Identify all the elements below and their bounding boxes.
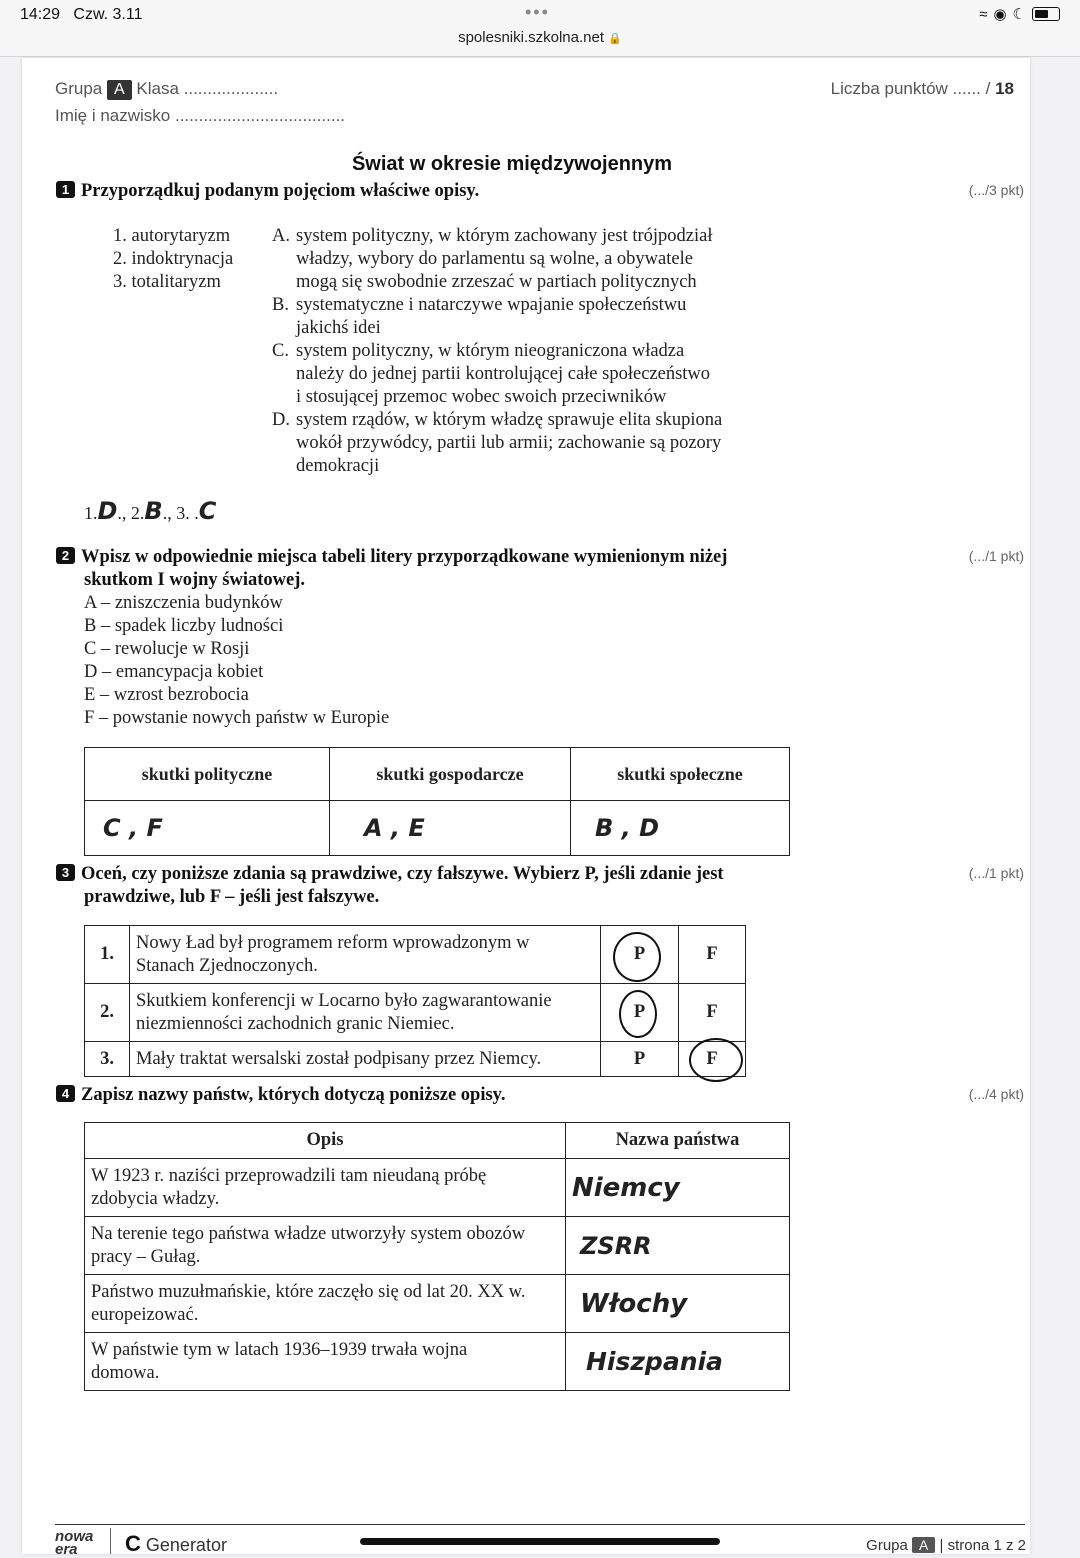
handwritten-answer: Niemcy <box>566 1159 790 1217</box>
footer-rule <box>55 1524 1025 1525</box>
q3-table <box>84 925 746 1077</box>
table-row: 2. Skutkiem konferencji w Locarno było zagwarantowanie niezmienności zachodnich granic Niemiec. P F <box>85 984 746 1042</box>
battery-icon <box>1032 7 1060 21</box>
hand-circle <box>689 1038 743 1082</box>
question-3-points: (.../1 pkt) <box>968 865 1024 881</box>
option-p[interactable]: P <box>601 1042 679 1077</box>
question-4-title: 4 Zapisz nazwy państw, których dotyczą poniższe opisy. <box>56 1084 506 1107</box>
wifi-icon: ≈ <box>979 5 988 23</box>
question-4-points: (.../4 pkt) <box>968 1086 1024 1102</box>
question-2-points: (.../1 pkt) <box>968 548 1024 564</box>
q1-options: A. system polityczny, w którym zachowany jest trójpodział władzy, wybory do parlamentu są wolne, a obywatele mogą się swobodnie zrzeszać w partiach politycznych B. systematyczne i natarczywe wpajanie społeczeństwu jakichś idei C. system polityczny, w którym nieograniczona władza należy do jednej partii kontrolującej całe społeczeństwo i stosującej przemoc wobec swoich przeciwników D. system rządów, w którym władzę sprawuje elita skupiona wokół przywódcy, partii lub armii; zachowanie są pozory demokracji <box>272 226 723 476</box>
lock-icon: 🔒 <box>608 33 622 45</box>
table-cell: C , F <box>85 801 330 856</box>
table-header: skutki społeczne <box>571 748 790 801</box>
table-cell: A , E <box>330 801 571 856</box>
option-p[interactable]: P <box>601 926 679 984</box>
handwritten-answer: B <box>144 497 163 525</box>
table-row: Państwo muzułmańskie, które zaczęło się od lat 20. XX w. europeizować. Włochy <box>85 1275 790 1333</box>
browser-status-bar <box>0 0 1080 57</box>
nowa-era-logo: nowa era <box>55 1528 94 1558</box>
table-row: Na terenie tego państwa władze utworzyły system obozów pracy – Gułag. ZSRR <box>85 1217 790 1275</box>
question-2-title: 2 Wpisz w odpowiednie miejsca tabeli litery przyporządkowane wymienionym niżej skutkom I wojny światowej. <box>56 546 727 592</box>
table-row: 1. Nowy Ład był programem reform wprowadzonym w Stanach Zjednoczonych. P F <box>85 926 746 984</box>
table-header: skutki polityczne <box>85 748 330 801</box>
moon-icon: ☾ <box>1012 6 1026 23</box>
orientation-lock-icon: ◉ <box>993 6 1007 23</box>
more-icon[interactable]: ••• <box>525 2 550 22</box>
question-1-points: (.../3 pkt) <box>968 182 1024 198</box>
option-p[interactable]: P <box>601 984 679 1042</box>
table-header: skutki gospodarcze <box>330 748 571 801</box>
generator-logo: С Generator <box>125 1531 227 1556</box>
table-cell: B , D <box>571 801 790 856</box>
option-f[interactable]: F <box>679 1042 746 1077</box>
option-f[interactable]: F <box>679 984 746 1042</box>
q1-answer-line: 1.D., 2.B., 3. .C <box>84 497 217 525</box>
q4-table <box>84 1122 790 1391</box>
table-row: 3. Mały traktat wersalski został podpisany przez Niemcy. P F <box>85 1042 746 1077</box>
q1-terms: 1. autorytaryzm 2. indoktrynacja 3. totalitaryzm <box>113 226 234 292</box>
handwritten-answer: C <box>198 497 217 525</box>
table-row: W państwie tym w latach 1936–1939 trwała wojna domowa. Hiszpania <box>85 1333 790 1391</box>
table-header: Opis <box>85 1123 566 1159</box>
handwritten-answer: Włochy <box>566 1275 790 1333</box>
group-label: Grupa A Klasa .................... <box>55 79 279 98</box>
name-field: Imię i nazwisko .................................... <box>55 106 346 125</box>
hand-circle <box>613 932 661 982</box>
handwritten-answer: D <box>97 497 118 525</box>
hand-circle <box>619 990 657 1038</box>
status-time: 14:29 Czw. 3.11 <box>20 6 143 23</box>
handwritten-answer: Hiszpania <box>566 1333 790 1391</box>
table-header: Nazwa państwa <box>566 1123 790 1159</box>
question-1-title: 1 Przyporządkuj podanym pojęciom właściwe opisy. <box>56 180 479 203</box>
option-f[interactable]: F <box>679 926 746 984</box>
page-indicator: Grupa A | strona 1 z 2 <box>866 1537 1026 1554</box>
handwritten-answer: ZSRR <box>566 1217 790 1275</box>
table-row: W 1923 r. naziści przeprowadzili tam nieudaną próbę zdobycia władzy. Niemcy <box>85 1159 790 1217</box>
q2-items: A – zniszczenia budynków B – spadek liczby ludności C – rewolucje w Rosji D – emancypacja kobiet E – wzrost bezrobocia F – powstanie nowych państw w Europie <box>84 593 390 728</box>
points-total: Liczba punktów ...... / 18 <box>830 79 1014 98</box>
page-title: Świat w okresie międzywojennym <box>351 153 673 175</box>
q2-table <box>84 747 790 856</box>
question-3-title: 3 Oceń, czy poniższe zdania są prawdziwe, czy fałszywe. Wybierz P, jeśli zdanie jest prawdziwe, lub F – jeśli jest fałszywe. <box>56 863 724 909</box>
address-bar[interactable]: spolesniki.szkolna.net 🔒 <box>458 29 622 46</box>
divider <box>110 1528 111 1554</box>
home-indicator[interactable] <box>360 1538 720 1545</box>
